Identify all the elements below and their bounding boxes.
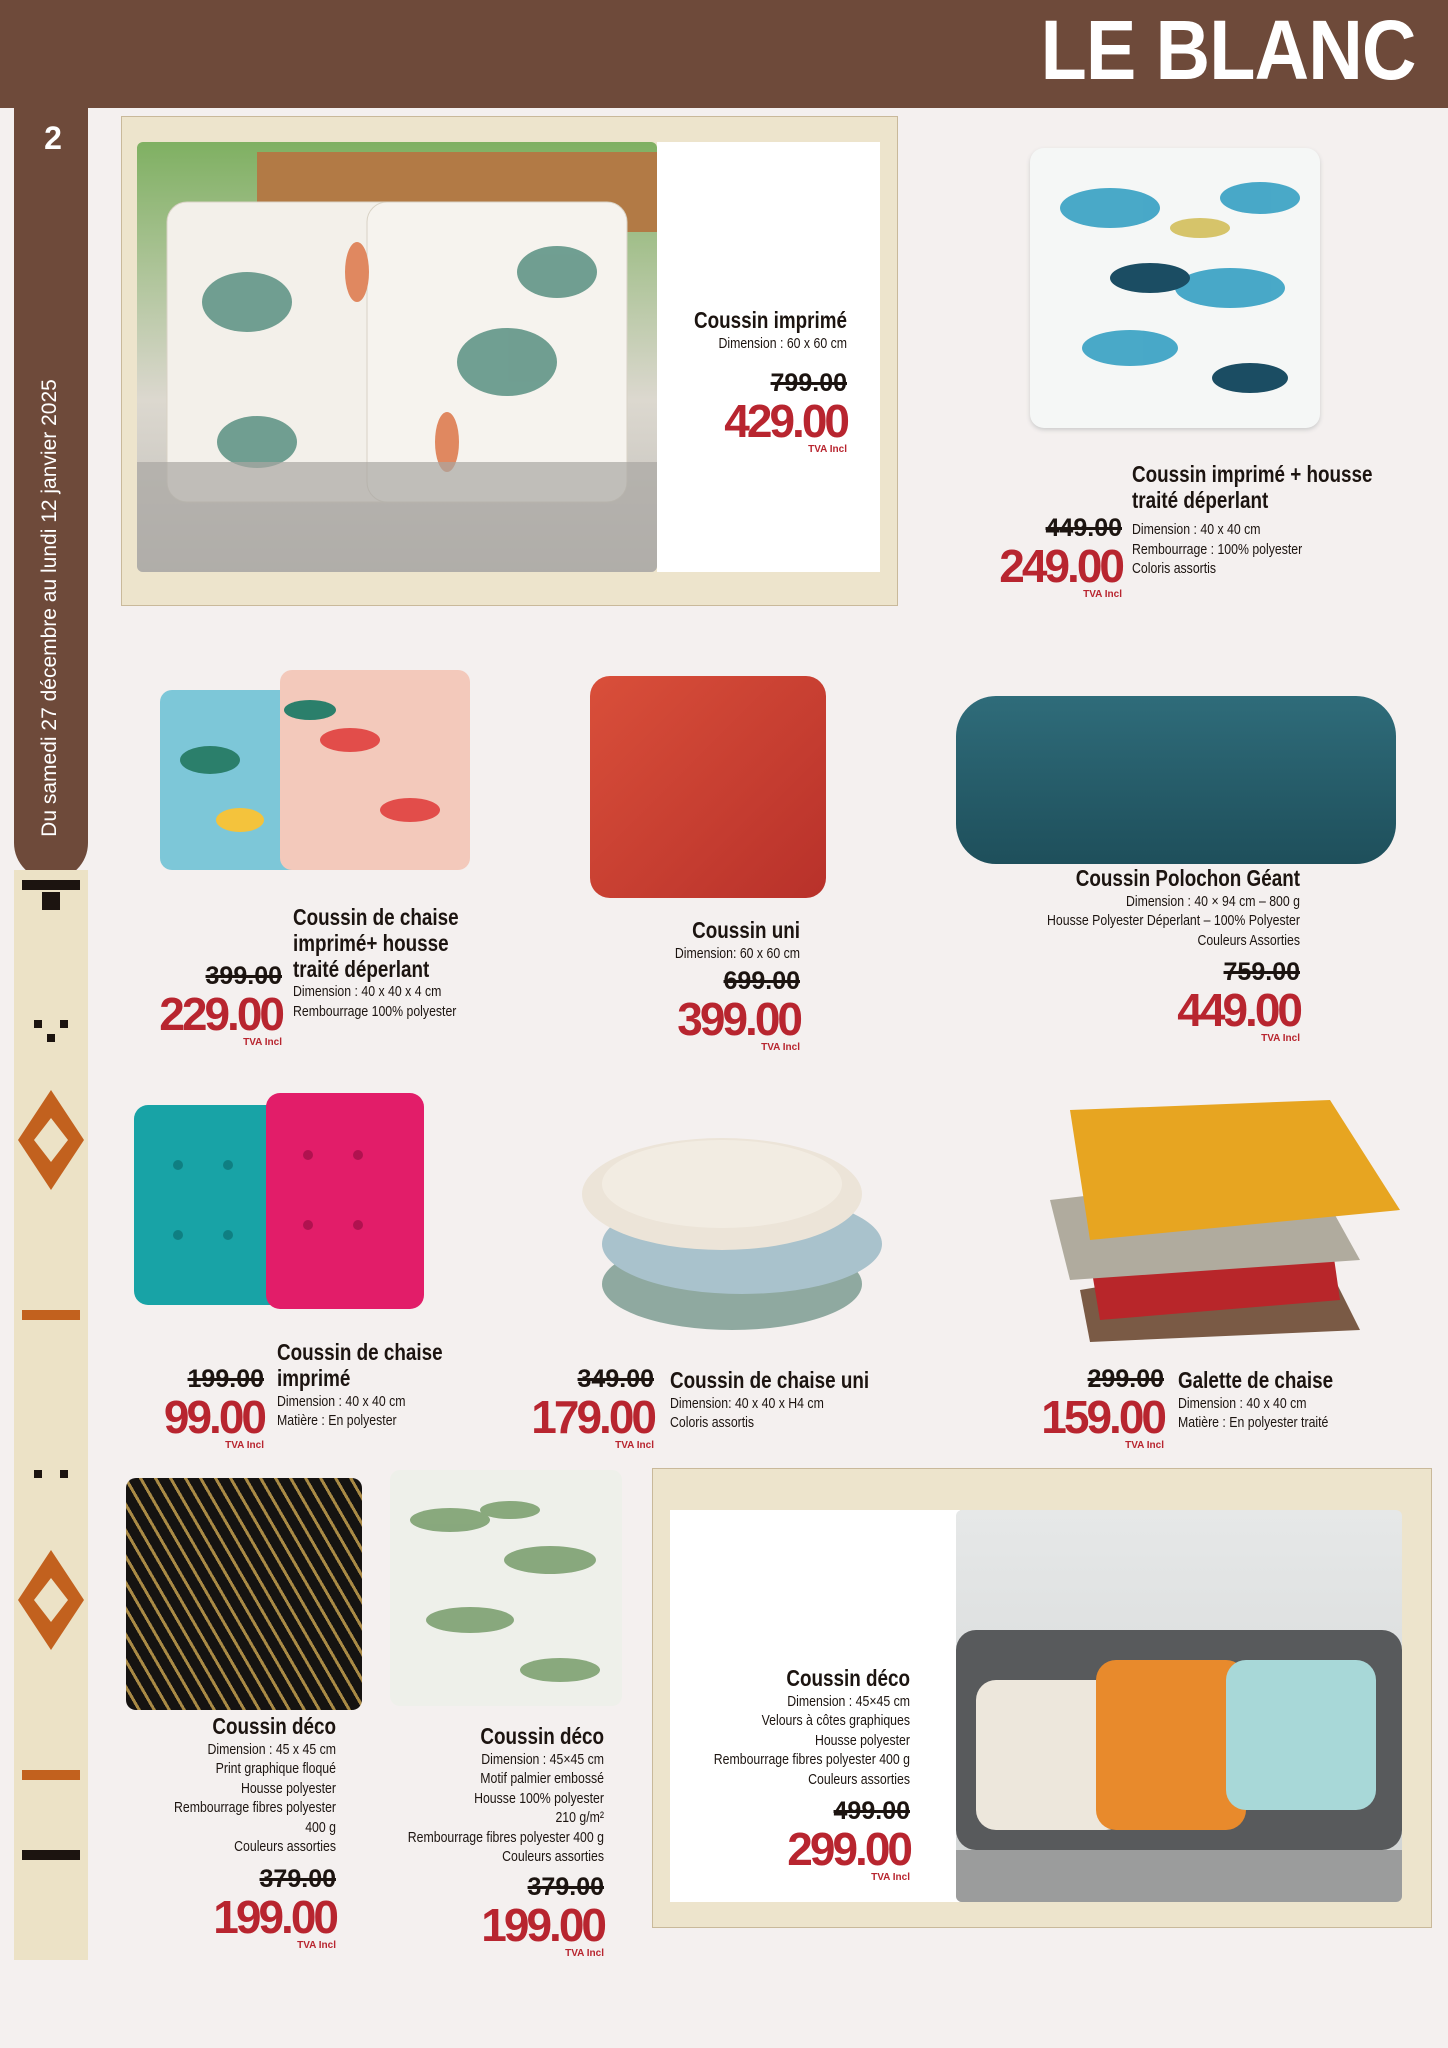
tva-label: TVA Incl: [225, 1440, 264, 1451]
product-name: Coussin déco: [480, 1723, 604, 1749]
tva-label: TVA Incl: [565, 1947, 604, 1959]
product-card: [660, 1666, 910, 1883]
tva-label: TVA Incl: [1261, 1033, 1300, 1045]
bolster-pillow-image: [956, 696, 1396, 864]
product-name-block: [277, 1340, 487, 1431]
price-block: [128, 1365, 264, 1451]
new-price: 399.00: [677, 993, 800, 1046]
new-price: 449.00: [1177, 984, 1300, 1037]
page-title: LE BLANC: [1040, 3, 1416, 97]
product-desc: Matière : En polyester traité: [1178, 1414, 1329, 1432]
product-name: Coussin déco: [212, 1713, 336, 1739]
product-desc: Dimension : 45×45 cm: [787, 1692, 910, 1710]
product-desc: Dimension : 40 x 40 cm: [1178, 1394, 1307, 1412]
product-desc: Velours à côtes graphiques: [761, 1712, 910, 1730]
cushion-gold-geometric-image: [126, 1478, 362, 1710]
product-name: Galette de chaise: [1178, 1367, 1334, 1393]
product-name: Coussin déco: [786, 1665, 910, 1691]
product-desc: Rembourrage fibres polyester: [173, 1799, 336, 1817]
tva-label: TVA Incl: [615, 1440, 654, 1451]
product-card: [110, 1714, 336, 1951]
product-desc: Dimension: 60 x 60 cm: [674, 944, 800, 962]
product-desc: Housse polyester: [240, 1779, 336, 1797]
product-name: Coussin de chaise uni: [670, 1367, 870, 1393]
product-name: Coussin Polochon Géant: [1075, 865, 1300, 891]
old-price: 379.00: [527, 1872, 604, 1901]
product-desc: Dimension : 60 x 60 cm: [718, 334, 847, 352]
chair-pads-stack-image: [1000, 1090, 1420, 1342]
product-name: Coussin de chaise imprimé: [277, 1339, 443, 1391]
product-desc: Housse Polyester Déperlant – 100% Polyester: [1047, 912, 1300, 930]
chair-cushion-tropical-image: [150, 650, 480, 890]
old-price: 399.00: [205, 962, 282, 990]
product-name-block: [1178, 1368, 1438, 1433]
product-desc: Dimension : 45 x 45 cm: [207, 1740, 336, 1758]
old-price: 299.00: [1087, 1365, 1164, 1393]
product-desc: Dimension : 40 x 40 cm: [1132, 521, 1261, 538]
old-price: 759.00: [1223, 958, 1300, 987]
new-price: 249.00: [999, 540, 1122, 592]
product-card: [600, 918, 800, 1053]
product-desc: Housse polyester: [814, 1731, 910, 1749]
product-card: [360, 1724, 604, 1959]
new-price: 199.00: [481, 1898, 604, 1951]
cushion-garden-photo: [137, 142, 657, 572]
product-name-block: [1132, 462, 1442, 514]
tva-label: TVA Incl: [871, 1872, 910, 1884]
price-block: [140, 962, 282, 1048]
product-desc: Couleurs assorties: [808, 1770, 910, 1788]
chair-cushions-stack-image: [572, 1084, 912, 1344]
tva-label: TVA Incl: [243, 1037, 282, 1048]
tva-label: TVA Incl: [761, 1042, 800, 1054]
new-price: 199.00: [213, 1890, 336, 1943]
product-name: Coussin uni: [692, 917, 800, 943]
product-name-block: [293, 905, 523, 1021]
product-name-block: [670, 1368, 930, 1433]
product-card: [640, 308, 847, 455]
price-block: [1026, 1365, 1164, 1451]
price-block: [978, 514, 1122, 600]
product-desc: Print graphique floqué: [215, 1760, 336, 1778]
product-desc: Couleurs assorties: [502, 1848, 604, 1866]
page-number: 2: [44, 120, 62, 156]
cushion-red-image: [590, 676, 826, 898]
product-card: [960, 866, 1300, 1044]
product-desc: Rembourrage 100% polyester: [293, 1002, 457, 1020]
old-price: 199.00: [187, 1365, 264, 1393]
cushion-blue-leaves-image: [1030, 148, 1320, 428]
cushion-green-palm-image: [390, 1470, 622, 1706]
pattern-strip: [14, 870, 88, 1960]
product-name: Coussin de chaise imprimé+ housse traité déperlant: [293, 904, 459, 982]
new-price: 159.00: [1041, 1391, 1164, 1443]
product-desc: Coloris assortis: [1132, 560, 1217, 577]
product-desc: Couleurs Assorties: [1197, 931, 1300, 949]
product-desc: Housse 100% polyester: [474, 1789, 604, 1807]
product-desc: Rembourrage : 100% polyester: [1132, 540, 1303, 558]
old-price: 449.00: [1045, 514, 1122, 542]
product-desc: 400 g: [305, 1818, 336, 1836]
product-desc: Rembourrage fibres polyester 400 g: [407, 1828, 604, 1846]
new-price: 179.00: [531, 1391, 654, 1443]
product-desc: 210 g/m²: [555, 1809, 604, 1827]
product-name: Coussin imprimé: [693, 307, 847, 333]
date-range: Du samedi 27 décembre au lundi 12 janvier 2025: [38, 379, 61, 837]
product-desc: Dimension : 45×45 cm: [481, 1750, 604, 1768]
old-price: 799.00: [770, 369, 847, 398]
product-desc: Matière : En polyester: [277, 1412, 397, 1429]
tva-label: TVA Incl: [1083, 589, 1122, 600]
new-price: 429.00: [724, 395, 847, 448]
product-desc: Coloris assortis: [670, 1414, 755, 1432]
new-price: 229.00: [159, 988, 282, 1040]
new-price: 99.00: [163, 1391, 264, 1443]
old-price: 349.00: [577, 1365, 654, 1393]
old-price: 499.00: [833, 1797, 910, 1826]
old-price: 699.00: [723, 967, 800, 996]
chair-cushions-teal-pink-image: [128, 1085, 428, 1321]
product-desc: Motif palmier embossé: [480, 1770, 604, 1788]
product-desc: Dimension: 40 x 40 x H4 cm: [670, 1394, 824, 1412]
product-desc: Couleurs assorties: [234, 1838, 336, 1856]
sofa-cushions-photo: [956, 1510, 1402, 1902]
product-desc-list: [1132, 520, 1378, 579]
product-desc: Dimension : 40 × 94 cm – 800 g: [1125, 892, 1300, 910]
tva-label: TVA Incl: [808, 444, 847, 456]
tva-label: TVA Incl: [1125, 1440, 1164, 1451]
old-price: 379.00: [259, 1864, 336, 1893]
product-desc: Dimension : 40 x 40 x 4 cm: [293, 983, 442, 1001]
tribal-pattern-icon: [14, 870, 88, 1960]
tva-label: TVA Incl: [297, 1939, 336, 1951]
product-name: Coussin imprimé + housse traité déperlant: [1132, 461, 1373, 513]
product-desc: Dimension : 40 x 40 cm: [277, 1392, 406, 1410]
product-desc: Rembourrage fibres polyester 400 g: [713, 1751, 910, 1769]
new-price: 299.00: [787, 1823, 910, 1876]
price-block: [520, 1365, 654, 1451]
